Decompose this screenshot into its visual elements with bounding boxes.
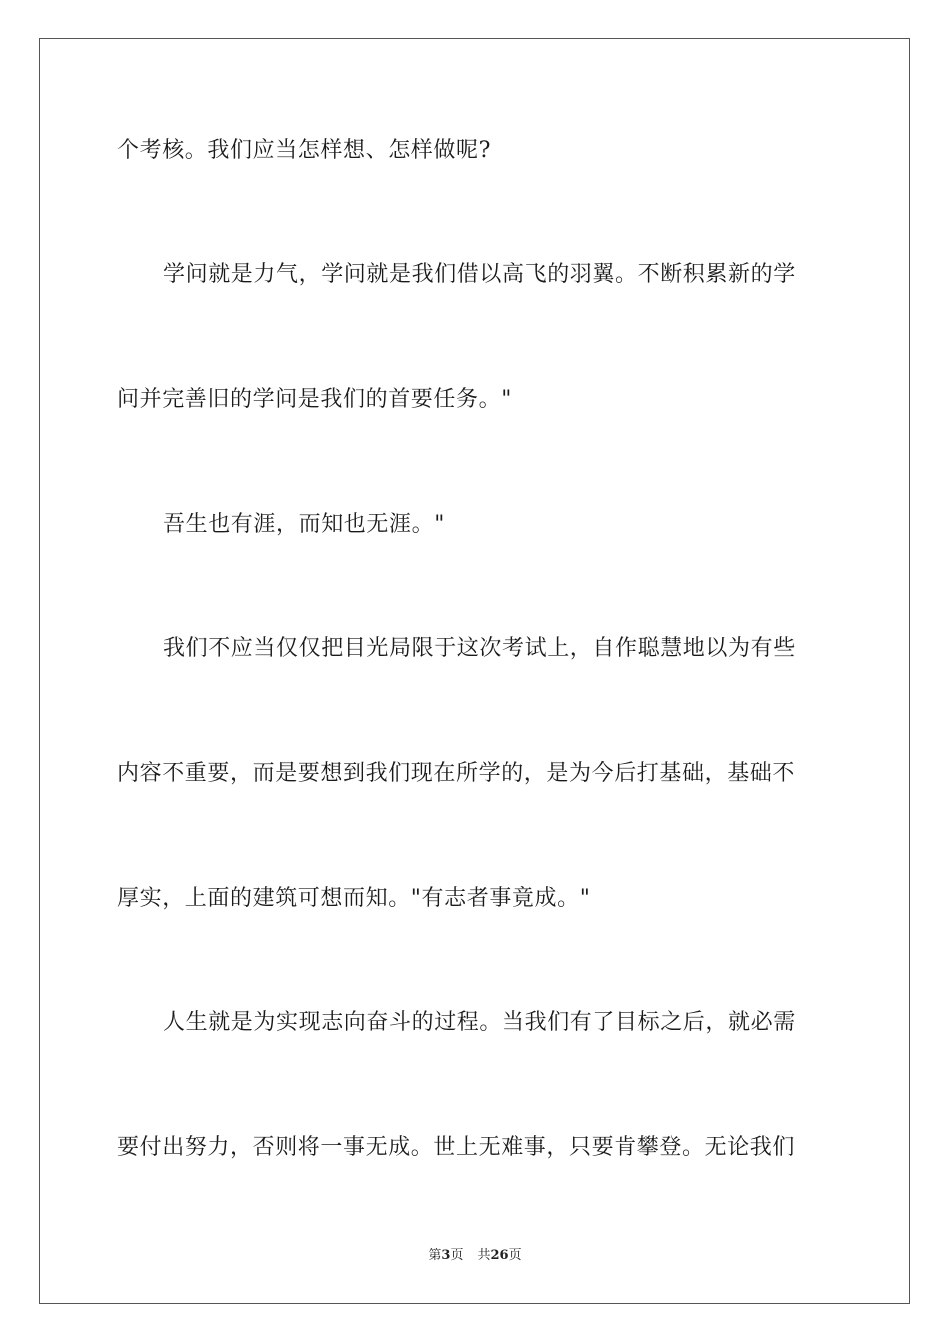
text-line-2: 学问就是力气，学问就是我们借以高飞的羽翼。不断积累新的学 [163,262,796,287]
total-prefix: 共 [477,1248,491,1263]
page-prefix: 第 [428,1248,442,1263]
text-line-6: 内容不重要，而是要想到我们现在所学的，是为今后打基础，基础不 [117,761,796,786]
page-border [39,38,910,1304]
text-line-9: 要付出努力，否则将一事无成。世上无难事，只要肯攀登。无论我们 [117,1135,796,1160]
text-line-5: 我们不应当仅仅把目光局限于这次考试上，自作聪慧地以为有些 [163,636,796,661]
text-line-4: 吾生也有涯，而知也无涯。" [163,512,445,537]
text-line-8: 人生就是为实现志向奋斗的过程。当我们有了目标之后，就必需 [163,1010,796,1035]
text-line-7: 厚实，上面的建筑可想而知。"有志者事竟成。" [117,886,591,911]
text-line-3: 问并完善旧的学问是我们的首要任务。" [117,387,512,412]
total-pages: 26 [490,1248,509,1263]
page-suffix: 页 [450,1248,464,1263]
page-number: 3 [441,1248,451,1263]
total-suffix: 页 [508,1248,522,1263]
text-line-1: 个考核。我们应当怎样想、怎样做呢? [117,138,491,163]
page-footer [0,1247,950,1265]
